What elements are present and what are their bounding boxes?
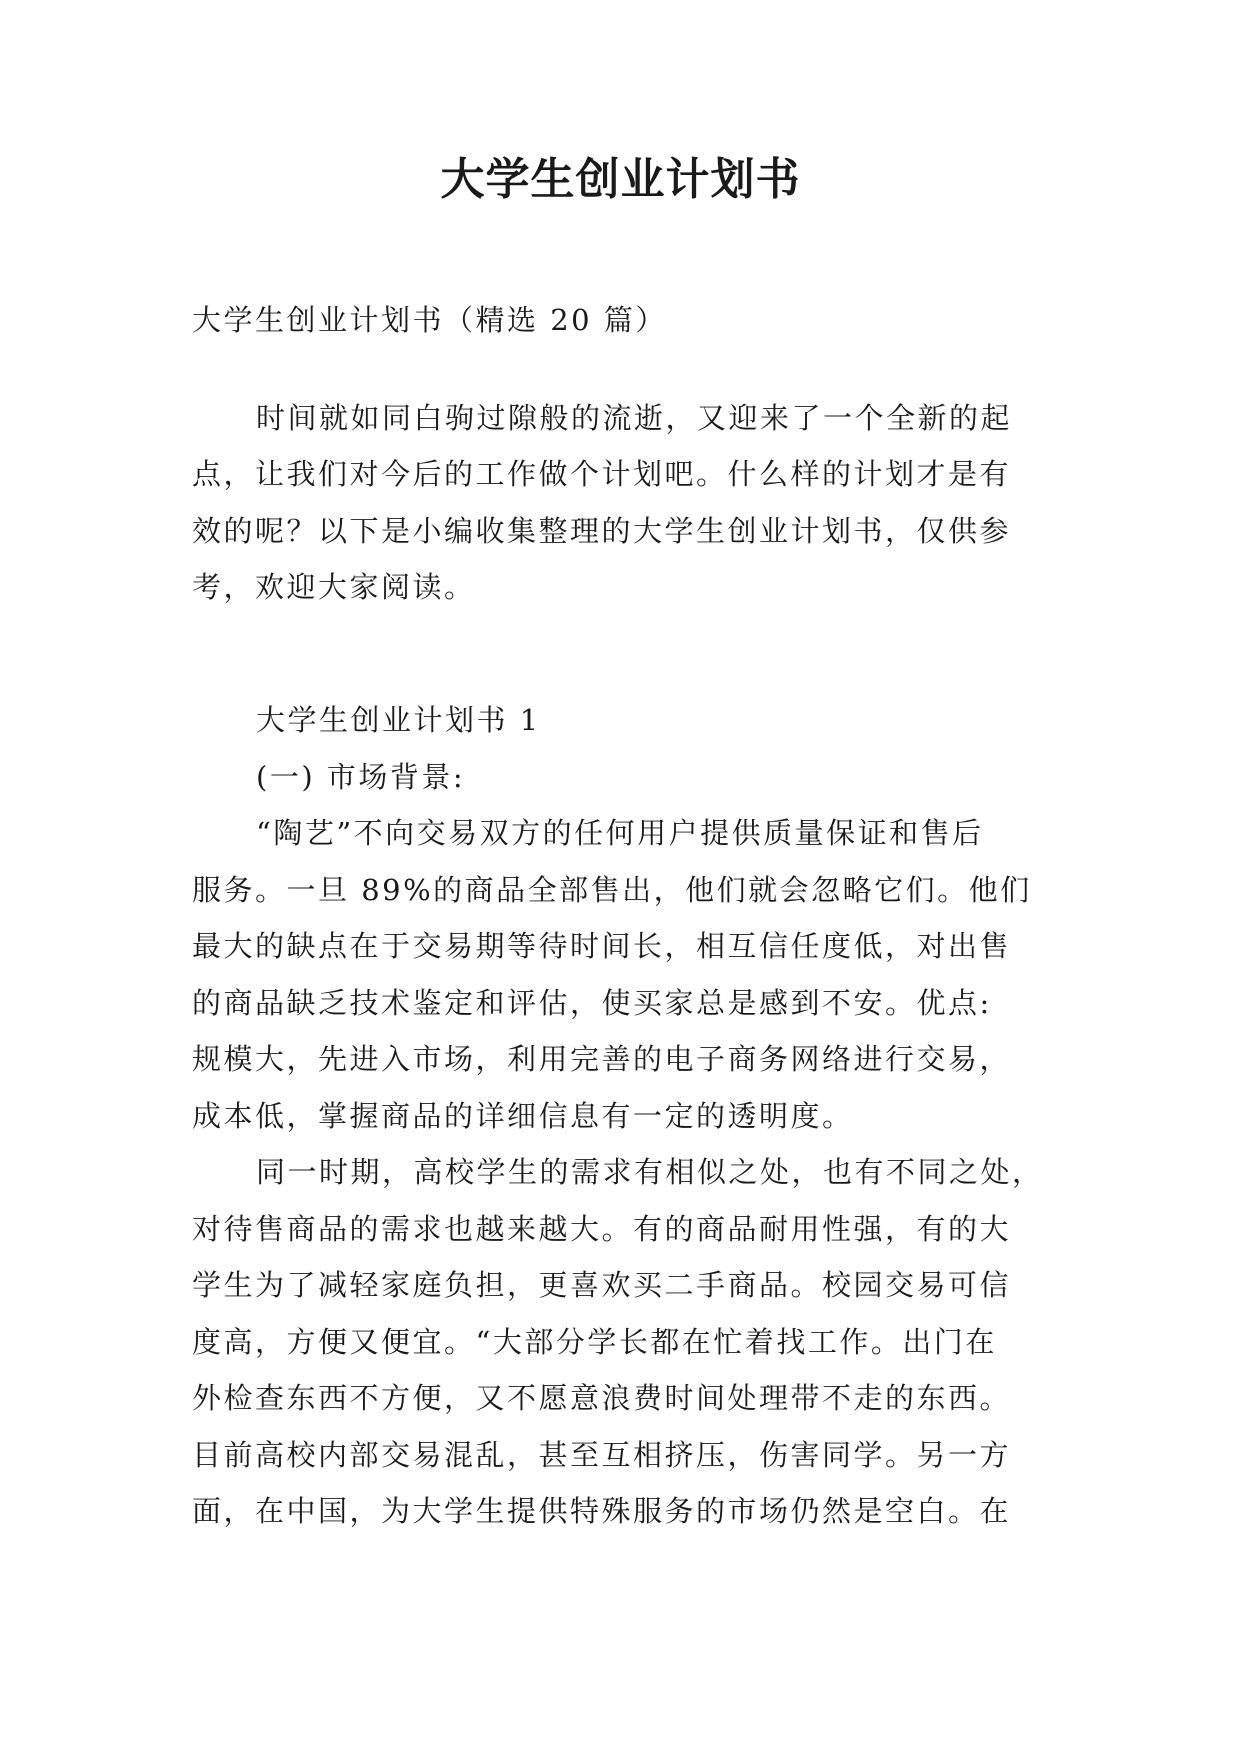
intro-line: 点，让我们对今后的工作做个计划吧。什么样的计划才是有: [192, 457, 1012, 491]
paragraph-line: 同一时期，高校学生的需求有相似之处，也有不同之处，: [256, 1155, 1044, 1189]
paragraph-line: 学生为了减轻家庭负担，更喜欢买二手商品。校园交易可信: [192, 1268, 1012, 1302]
document-title: 大学生创业计划书: [440, 154, 801, 205]
sub-heading: (一) 市场背景:: [256, 760, 466, 794]
paragraph-line: 最大的缺点在于交易期等待时间长，相互信任度低，对出售: [192, 929, 1012, 963]
intro-line: 时间就如同白驹过隙般的流逝，又迎来了一个全新的起: [256, 401, 1013, 435]
paragraph-line: 的商品缺乏技术鉴定和评估，使买家总是感到不安。优点:: [192, 986, 992, 1020]
document-subtitle: 大学生创业计划书（精选 20 篇）: [192, 303, 667, 337]
paragraph-line: 度高，方便又便宜。“大部分学长都在忙着找工作。出门在: [192, 1325, 997, 1359]
paragraph-line: 面，在中国，为大学生提供特殊服务的市场仍然是空白。在: [192, 1494, 1012, 1528]
paragraph-line: 规模大，先进入市场，利用完善的电子商务网络进行交易，: [192, 1042, 1012, 1076]
paragraph-line: 对待售商品的需求也越来越大。有的商品耐用性强，有的大: [192, 1212, 1012, 1246]
paragraph-line: 目前高校内部交易混乱，甚至互相挤压，伤害同学。另一方: [192, 1438, 1012, 1472]
paragraph-line: “陶艺”不向交易双方的任何用户提供质量保证和售后: [256, 816, 984, 850]
section-heading: 大学生创业计划书 1: [256, 703, 541, 737]
intro-line: 考，欢迎大家阅读。: [192, 570, 476, 604]
paragraph-line: 外检查东西不方便，又不愿意浪费时间处理带不走的东西。: [192, 1381, 1012, 1415]
paragraph-line: 成本低，掌握商品的详细信息有一定的透明度。: [192, 1099, 854, 1133]
intro-line: 效的呢？以下是小编收集整理的大学生创业计划书，仅供参: [192, 514, 1012, 548]
paragraph-line: 服务。一旦 89%的商品全部售出，他们就会忽略它们。他们: [192, 873, 1032, 907]
